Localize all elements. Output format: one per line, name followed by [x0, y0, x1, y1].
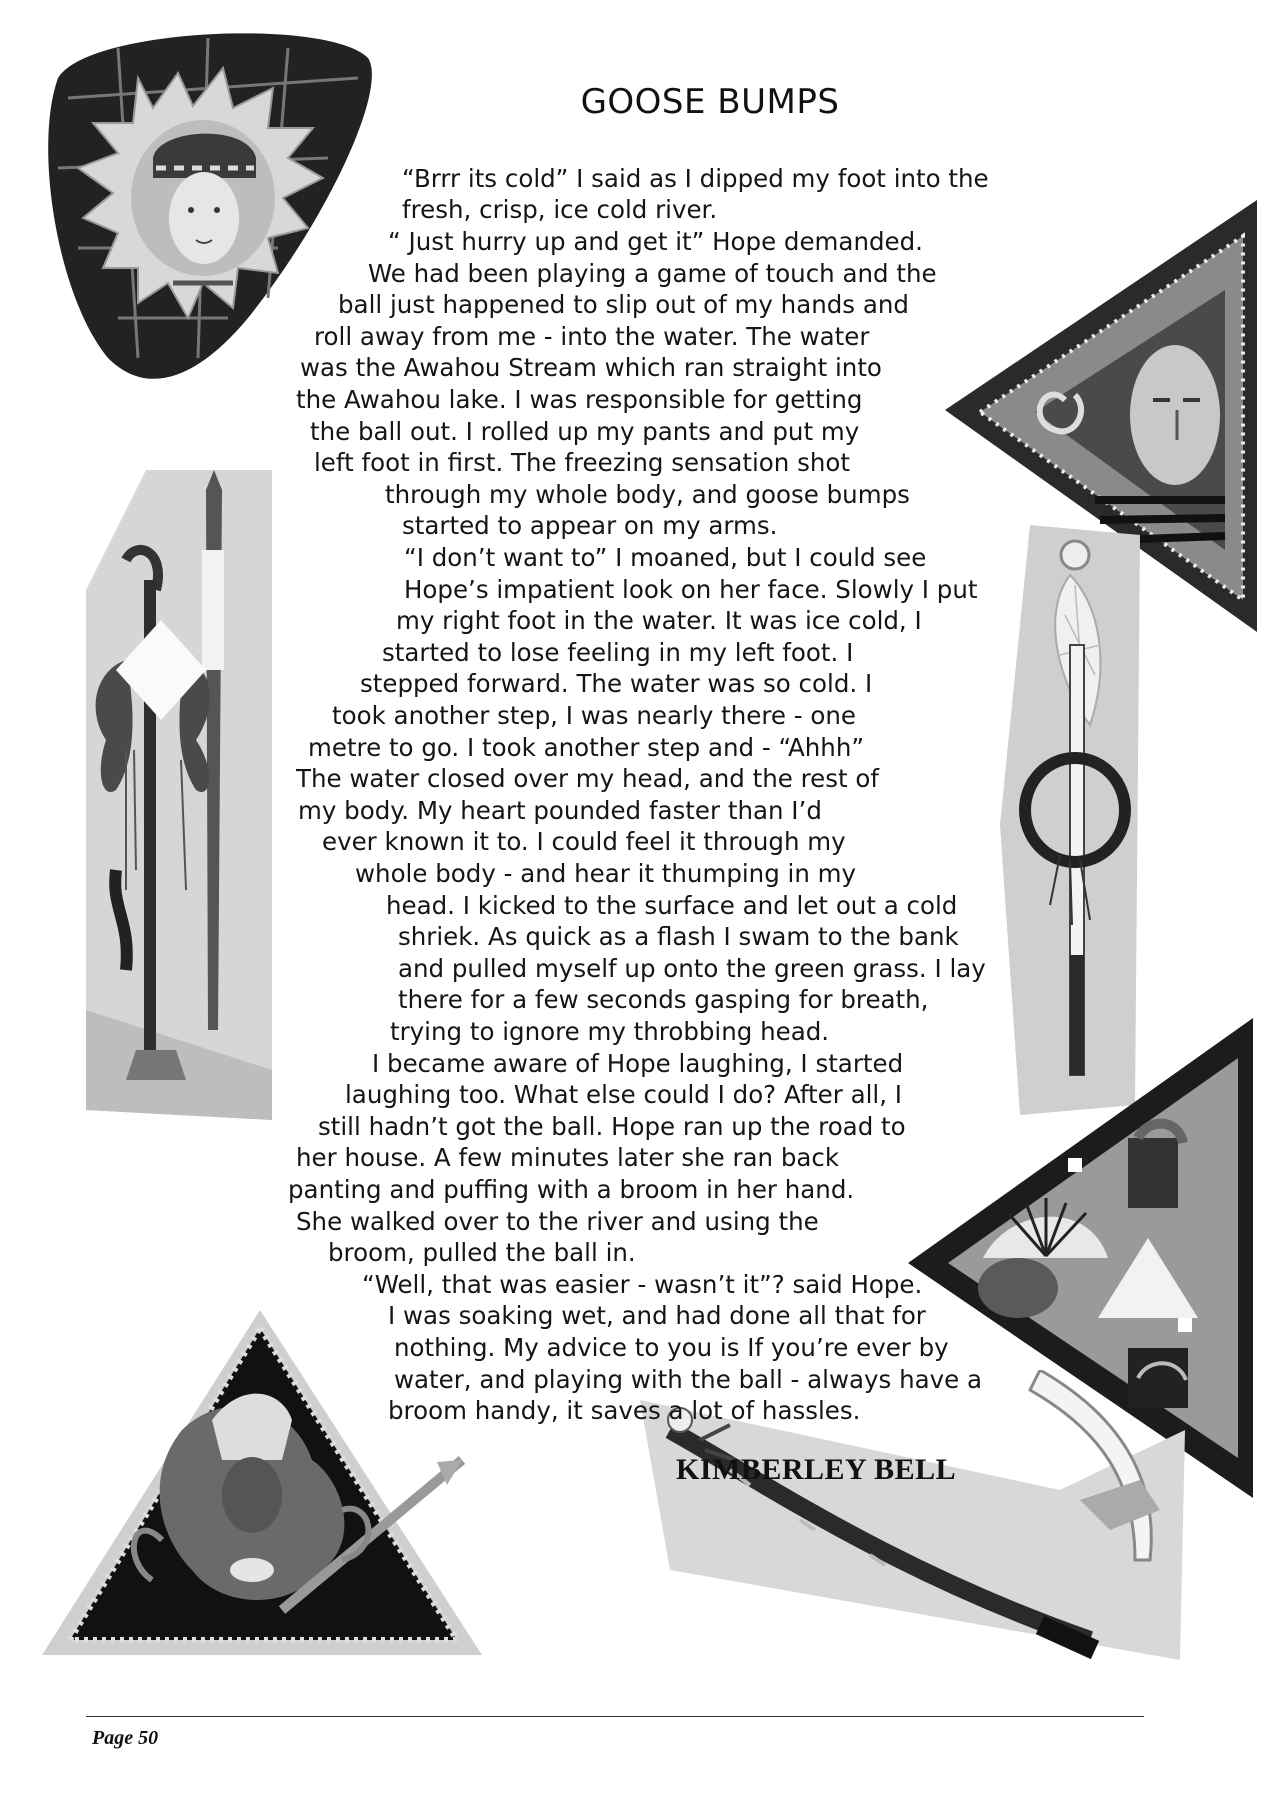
carved-weapons-photo: [86, 470, 272, 1120]
story-line: head. I kicked to the surface and let out a cold: [386, 891, 958, 920]
story-line: shriek. As quick as a flash I swam to the bank: [398, 922, 959, 951]
story-line: trying to ignore my throbbing head.: [390, 1017, 830, 1046]
story-line: laughing too. What else could I do? After all, I: [345, 1080, 903, 1109]
story-line: the Awahou lake. I was responsible for getting: [296, 385, 863, 414]
story-line: “Brrr its cold” I said as I dipped my foot into the: [402, 164, 989, 193]
story-line: The water closed over my head, and the rest of: [296, 764, 879, 793]
story-line: “ Just hurry up and get it” Hope demanded.: [388, 227, 923, 256]
story-line: stepped forward. The water was so cold. I: [360, 669, 873, 698]
page-title: GOOSE BUMPS: [580, 82, 840, 122]
story-line: I was soaking wet, and had done all that for: [388, 1301, 926, 1330]
story-line: She walked over to the river and using the: [296, 1207, 819, 1236]
story-line: was the Awahou Stream which ran straight into: [300, 353, 882, 382]
story-line: metre to go. I took another step and - “Ahhh”: [308, 733, 865, 762]
story-line: water, and playing with the ball - always have a: [394, 1365, 982, 1394]
page-number: Page 50: [92, 1727, 159, 1749]
story-line: panting and puffing with a broom in her hand.: [288, 1175, 855, 1204]
story-line: nothing. My advice to you is If you’re ever by: [394, 1333, 949, 1362]
story-line: started to lose feeling in my left foot. I: [382, 638, 854, 667]
story-line: I became aware of Hope laughing, I started: [372, 1049, 904, 1078]
story-line: my right foot in the water. It was ice cold, I: [396, 606, 922, 635]
story-line: ball just happened to slip out of my hands and: [338, 290, 909, 319]
footer-divider: [86, 1716, 1144, 1717]
story-line: her house. A few minutes later she ran back: [296, 1143, 840, 1172]
story-line: still hadn’t got the ball. Hope ran up the road to: [318, 1112, 906, 1141]
story-line: whole body - and hear it thumping in my: [355, 859, 857, 888]
story-line: the ball out. I rolled up my pants and put my: [310, 417, 860, 446]
story-line: “Well, that was easier - wasn’t it”? said Hope.: [362, 1270, 923, 1299]
story-line: ever known it to. I could feel it through my: [322, 827, 846, 856]
story-line: We had been playing a game of touch and the: [368, 259, 937, 288]
story-line: my body. My heart pounded faster than I’d: [298, 796, 822, 825]
triangle-warrior-artwork: [42, 1310, 482, 1670]
story-line: roll away from me - into the water. The water: [314, 322, 870, 351]
story-line: through my whole body, and goose bumps: [385, 480, 910, 509]
story-line: fresh, crisp, ice cold river.: [402, 195, 718, 224]
story-line: Hope’s impatient look on her face. Slowly I put: [404, 575, 978, 604]
story-line: “I don’t want to” I moaned, but I could see: [404, 543, 927, 572]
story-line: broom handy, it saves a lot of hassles.: [388, 1396, 861, 1425]
story-line: started to appear on my arms.: [402, 511, 778, 540]
story-line: left foot in first. The freezing sensation shot: [314, 448, 850, 477]
story-line: broom, pulled the ball in.: [328, 1238, 636, 1267]
story-line: took another step, I was nearly there - one: [332, 701, 856, 730]
story-line: and pulled myself up onto the green grass. I lay: [398, 954, 986, 983]
story-line: there for a few seconds gasping for breath,: [398, 985, 929, 1014]
author-name: KIMBERLEY BELL: [676, 1453, 957, 1486]
